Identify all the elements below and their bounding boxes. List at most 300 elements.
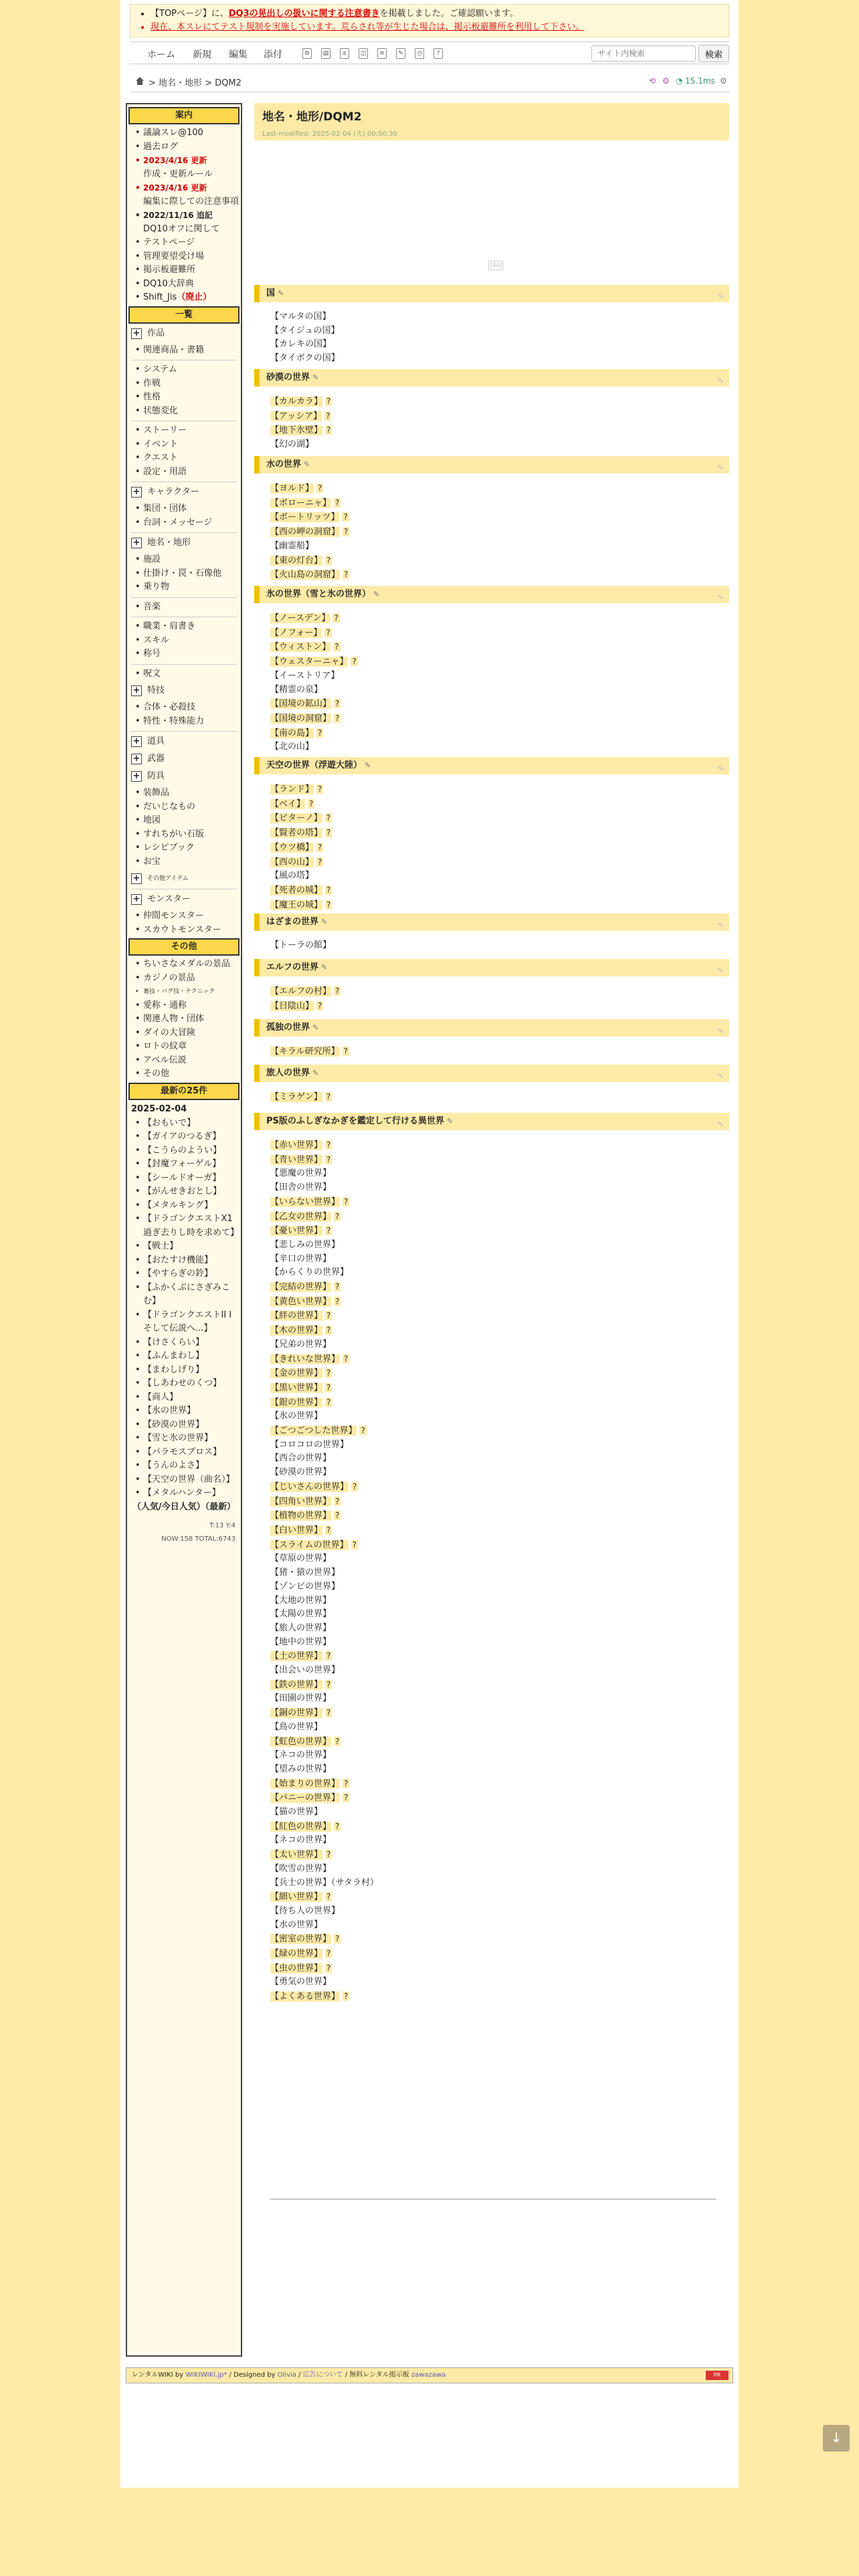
fold-other-item[interactable] [128,871,240,886]
sidebar-link[interactable]: • 愛称・通称 [128,999,240,1013]
diff-icon[interactable]: ± [340,48,349,59]
plus-icon[interactable]: + [131,894,142,905]
place-link[interactable]: 【からくりの世界】 [270,1267,349,1278]
place-link[interactable]: 【猪・猿の世界】 [270,1568,341,1578]
place-link[interactable]: 【ゾンビの世界】 [270,1581,341,1592]
recent-item[interactable]: • 【シールドオーガ】 [128,1172,240,1186]
pencil-icon[interactable]: ✎ [446,1117,454,1125]
place-link[interactable]: 【水の世界】 [270,1919,323,1930]
sidebar-link[interactable]: 編集に際しての注意事項 [143,196,240,207]
place-link[interactable]: 【ネコの世界】 [270,1750,332,1761]
edit-section-icon[interactable]: ✎ [717,463,724,472]
rename-icon[interactable]: ✎ [396,48,405,59]
fold-armor[interactable] [128,769,240,784]
menu-attach[interactable]: 添付 [264,49,282,60]
sidebar-link[interactable]: • ストーリー [128,424,240,438]
recent-icon[interactable]: ◷ [415,48,424,59]
sidebar-link[interactable]: • 音楽 [128,601,240,615]
place-link[interactable]: 【北の山】 [270,742,314,752]
place-link[interactable]: 【スライムの世界】 [270,1539,349,1550]
recent-item[interactable]: • 【天空の世界（曲名）】 [128,1473,240,1487]
sidebar-link[interactable]: • 称号 [128,647,240,661]
create-page-icon[interactable]: ? [326,425,331,435]
sidebar-link[interactable]: • 乗り物 [128,580,240,595]
create-page-icon[interactable]: ? [326,1679,331,1689]
place-link[interactable]: 【ネコの世界】 [270,1835,332,1846]
create-page-icon[interactable]: ? [326,1963,331,1973]
recent-item[interactable]: • 【ガイアのつるぎ】 [128,1130,240,1144]
edit-section-icon[interactable]: ✎ [717,292,724,301]
create-page-icon[interactable]: ? [343,512,348,522]
recent-item[interactable]: • 【おもいで】 [128,1117,240,1131]
fold-monster[interactable] [128,892,240,907]
plus-icon[interactable]: + [131,754,142,764]
recent-item[interactable]: • 【ドラゴンクエストX1 過ぎ去りし時を求めて】 [128,1212,240,1240]
place-link[interactable]: 【ピターノ】 [270,813,322,824]
sidebar-link[interactable]: • 職業・肩書き [128,620,240,634]
fold-label[interactable]: 武器 [147,754,165,764]
place-link[interactable]: 【密室の世界】 [270,1934,332,1945]
shift-label[interactable]: Shift_Jis [143,292,177,302]
create-page-icon[interactable]: ? [335,1496,340,1506]
recent-item[interactable]: • 【メタルキング】 [128,1199,240,1213]
create-page-icon[interactable]: ? [326,1154,331,1164]
menu-edit[interactable]: 編集 [229,49,248,60]
place-link[interactable]: 【タイジュの国】 [270,325,340,336]
sidebar-link[interactable]: • アベル伝説 [128,1054,240,1068]
plus-icon[interactable]: + [131,328,142,339]
edit-section-icon[interactable]: ✎ [717,1120,724,1129]
create-page-icon[interactable]: ? [326,1092,331,1101]
create-page-icon[interactable]: ? [326,1892,331,1902]
place-link[interactable]: 【ボローニャ】 [270,498,332,508]
fold-weapon[interactable] [128,752,240,766]
place-link[interactable]: 【幽霊船】 [270,540,314,551]
place-link[interactable]: 【幻の湖】 [270,439,314,450]
recent-item[interactable]: • 【雪と氷の世界】 [128,1432,240,1446]
place-link[interactable]: 【白い世界】 [270,1525,323,1535]
sidebar-link[interactable]: • スカウトモンスター [128,924,240,938]
sidebar-link[interactable]: • 性格 [128,391,240,405]
place-link[interactable]: 【銀の世界】 [270,1397,323,1408]
settings-icon[interactable]: ⚙ [720,76,727,86]
place-link[interactable]: 【待ち人の世界】 [270,1905,341,1916]
list-icon[interactable]: ≡ [377,48,387,59]
place-link[interactable]: 【赤い世界】 [270,1140,323,1150]
sidebar-link[interactable]: • 施設 [128,553,240,567]
create-page-icon[interactable]: ? [318,728,322,738]
create-page-icon[interactable]: ? [326,813,331,823]
place-link[interactable]: 【じいさんの世界】 [270,1481,349,1492]
recent-item[interactable]: • 【メタルハンター】 [128,1487,240,1501]
create-page-icon[interactable]: ? [326,1311,331,1321]
edit-section-icon[interactable]: ✎ [717,966,724,975]
place-link[interactable]: 【望みの世界】 [270,1763,332,1774]
create-page-icon[interactable]: ? [326,1382,331,1392]
sidebar-link[interactable]: • 作戦 [128,377,240,391]
place-link[interactable]: 【緑の世界】 [270,1949,323,1959]
notice-warning-link[interactable]: 現在、本スレにてテスト規制を実施しています。荒らされ等が生じた場合は、掲示板避難所を利用して下さい。 [151,22,585,32]
place-link[interactable]: 【兄弟の世界】 [270,1339,332,1350]
place-link[interactable]: 【カレキの国】 [270,339,332,350]
recent-item[interactable]: • 【こうらのようい】 [128,1144,240,1158]
sidebar-link[interactable]: • 台詞・メッセージ [128,516,240,530]
place-link[interactable]: 【魔王の城】 [270,899,323,910]
place-link[interactable]: 【太い世界】 [270,1850,323,1860]
create-page-icon[interactable]: ? [309,798,314,809]
pencil-icon[interactable]: ✎ [321,918,328,926]
fold-label[interactable]: 地名・地形 [147,538,191,548]
pencil-icon[interactable]: ✎ [278,289,284,298]
edit-section-icon[interactable]: ✎ [717,593,724,602]
place-link[interactable]: 【ウィストン】 [270,642,331,653]
sidebar-link[interactable]: • クエスト [128,451,240,465]
place-link[interactable]: 【ノースデン】 [270,613,330,623]
sidebar-link[interactable]: • 合体・必殺技 [128,701,240,715]
place-link[interactable]: 【エルフの村】 [270,986,332,996]
place-link[interactable]: 【地下氷壁】 [270,425,323,436]
place-link[interactable]: 【マルタの国】 [270,312,331,322]
create-page-icon[interactable]: ? [318,842,322,852]
recent-item[interactable]: • 【戦士】 [128,1240,240,1254]
recent-item[interactable]: • 【けさくらい】 [128,1336,240,1350]
create-page-icon[interactable]: ? [326,1651,331,1661]
fold-label[interactable]: モンスター [147,894,191,904]
place-link[interactable]: 【黒い世界】 [270,1382,323,1393]
pencil-icon[interactable]: ✎ [312,1023,319,1032]
place-link[interactable]: 【賢者の塔】 [270,828,323,839]
recent-item[interactable]: • 【がんせきおとし】 [128,1185,240,1199]
place-link[interactable]: 【カルカラ】 [270,397,323,407]
edit-section-icon[interactable]: ✎ [717,377,724,385]
plus-icon[interactable]: + [131,736,142,747]
recent-item[interactable]: • 【砂漠の世界】 [128,1418,240,1432]
sidebar-link[interactable]: • 特性・特殊能力 [128,715,240,729]
create-page-icon[interactable]: ? [318,1000,322,1010]
place-link[interactable]: 【土の世界】 [270,1651,323,1662]
place-link[interactable]: 【田園の世界】 [270,1693,332,1704]
sidebar-link[interactable]: • DQ10大辞典 [128,278,240,292]
place-link[interactable]: 【イーストリア】 [270,670,340,681]
place-link[interactable]: 【出会いの世界】 [270,1665,341,1676]
recent-item[interactable]: • 【うんのよさ】 [128,1459,240,1473]
create-page-icon[interactable]: ? [326,828,331,838]
pencil-icon[interactable]: ✎ [304,460,310,469]
create-page-icon[interactable]: ? [326,397,331,406]
place-link[interactable]: 【キラル研究所】 [270,1047,340,1057]
sidebar-link[interactable]: • だいじなもの [128,800,240,815]
pencil-icon[interactable]: ✎ [365,761,371,770]
place-link[interactable]: 【日陰山】 [270,1000,314,1011]
plus-icon[interactable]: + [131,538,142,548]
place-link[interactable]: 【兵士の世界】（サタラ村） [270,1877,379,1888]
place-link[interactable]: 【青い世界】 [270,1154,323,1165]
recent-item[interactable]: • 【パラモスブロス】 [128,1446,240,1460]
place-link[interactable]: 【きれいな世界】 [270,1354,341,1364]
place-link[interactable]: 【草原の世界】 [270,1553,332,1564]
plus-icon[interactable]: + [131,873,142,884]
sidebar-link[interactable]: • 仲間モンスター [128,909,240,924]
menu-new[interactable]: 新規 [193,49,211,60]
recent-item[interactable]: • 【ドラゴンクエストII I そして伝説へ...】 [128,1309,240,1336]
place-link[interactable]: 【砂漠の世界】 [270,1467,332,1478]
ad-placeholder[interactable]: [Ad] [488,261,503,270]
sidebar-link[interactable]: • すれちがい石版 [128,828,240,842]
place-link[interactable]: 【始まりの世界】 [270,1778,341,1789]
plus-icon[interactable]: + [131,771,142,782]
place-link[interactable]: 【精霊の泉】 [270,684,323,695]
create-page-icon[interactable]: ? [326,411,330,421]
breadcrumb-path[interactable]: > 地名・地形 > DQM2 [149,78,242,88]
sidebar-link[interactable]: DQ10オフに関して [143,223,220,234]
edit-section-icon[interactable]: ✎ [717,921,724,930]
create-page-icon[interactable]: ? [326,1525,331,1535]
sidebar-link[interactable]: • お宝 [128,855,240,869]
place-link[interactable]: 【地中の世界】 [270,1636,332,1647]
create-page-icon[interactable]: ? [335,1821,340,1831]
fold-label[interactable]: 特技 [147,685,165,695]
create-page-icon[interactable]: ? [344,570,349,580]
edit-section-icon[interactable]: ✎ [717,1072,724,1081]
place-link[interactable]: 【火山島の洞窟】 [270,570,341,580]
fold-place[interactable] [128,536,240,550]
sidebar-link[interactable]: • 装飾品 [128,786,240,800]
place-link[interactable]: 【吹雪の世界】 [270,1863,332,1874]
create-page-icon[interactable]: ? [361,1426,365,1436]
place-link[interactable]: 【木の世界】 [270,1325,323,1336]
place-link[interactable]: 【風の塔】 [270,871,314,881]
create-page-icon[interactable]: ? [318,484,322,493]
place-link[interactable]: 【大地の世界】 [270,1595,332,1606]
fold-label[interactable]: その他アイテム [147,875,189,882]
place-link[interactable]: 【猫の世界】 [270,1807,323,1818]
create-page-icon[interactable]: ? [335,699,340,709]
pencil-icon[interactable]: ✎ [312,1069,319,1077]
recent-item[interactable]: • 【おたすけ機能】 [128,1254,240,1268]
place-link[interactable]: 【鳥の世界】 [270,1721,323,1732]
create-page-icon[interactable]: ? [326,1850,331,1860]
create-page-icon[interactable]: ? [318,784,322,794]
create-page-icon[interactable]: ? [343,1047,348,1056]
create-page-icon[interactable]: ? [326,885,331,895]
recent-item[interactable]: • 【ふんまわし】 [128,1350,240,1364]
create-page-icon[interactable]: ? [344,1778,349,1788]
place-link[interactable]: 【トーラの館】 [270,940,332,950]
place-link[interactable]: 【四角い世界】 [270,1496,332,1507]
sidebar-link[interactable]: • その他 [128,1067,240,1081]
help-icon[interactable]: ? [434,48,443,59]
recent-item[interactable]: • 【やすらぎの鈴】 [128,1267,240,1281]
pencil-icon[interactable]: ✎ [312,373,319,382]
sidebar-link[interactable]: • システム [128,363,240,377]
plus-icon[interactable]: + [131,685,142,696]
edit-section-icon[interactable]: ✎ [717,1027,724,1035]
sidebar-link-shiftjis[interactable] [128,291,240,305]
place-link[interactable]: 【ウェスターニャ】 [270,657,349,667]
create-page-icon[interactable]: ? [335,1511,340,1521]
sidebar-link[interactable]: • 仕掛け・罠・石像他 [128,567,240,581]
sidebar-link[interactable]: • ダイの大冒険 [128,1027,240,1041]
backup-icon[interactable]: ◫ [359,48,368,59]
create-page-icon[interactable]: ? [344,527,349,537]
place-link[interactable]: 【西の山】 [270,857,314,867]
create-page-icon[interactable]: ? [326,1325,331,1335]
place-link[interactable]: 【東の灯台】 [270,555,323,566]
sidebar-link[interactable]: • 管理要望受け場 [128,250,240,264]
copy-icon[interactable]: ⧉ [302,48,312,59]
place-link[interactable]: 【乙女の世界】 [270,1211,332,1222]
place-link[interactable]: 【ボートリッツ】 [270,512,340,523]
search-input[interactable] [591,45,696,62]
place-link[interactable]: 【国境の洞窟】 [270,713,332,724]
create-page-icon[interactable]: ? [326,1708,331,1718]
home-icon[interactable] [135,76,145,86]
place-link[interactable]: 【黄色い世界】 [270,1296,332,1307]
create-page-icon[interactable]: ? [344,1354,349,1364]
create-page-icon[interactable]: ? [352,657,357,667]
place-link[interactable]: 【西合の世界】 [270,1453,332,1464]
fold-label[interactable]: キャラクター [147,487,199,497]
sidebar-link[interactable]: • 関連人物・団体 [128,1012,240,1027]
sidebar-link[interactable]: • 議論スレ@100 [128,126,240,140]
place-link[interactable]: 【いらない世界】 [270,1196,341,1207]
place-link[interactable]: 【細い世界】 [270,1892,323,1903]
sidebar-link[interactable]: • 状態変化 [128,405,240,419]
recent-item[interactable]: • 【商人】 [128,1391,240,1405]
sidebar-link[interactable]: • 地図 [128,814,240,828]
place-link[interactable]: 【悪魔の世界】 [270,1168,332,1179]
place-link[interactable]: 【完結の世界】 [270,1282,332,1293]
create-page-icon[interactable]: ? [344,1196,349,1206]
place-link[interactable]: 【虹色の世界】 [270,1736,332,1747]
recent-item[interactable]: • 【氷の世界】 [128,1404,240,1418]
sidebar-link[interactable]: • 集団・団体 [128,502,240,516]
create-page-icon[interactable]: ? [326,1397,331,1407]
recent-item[interactable]: • 【封魔フォーゲル】 [128,1158,240,1172]
recent-item[interactable]: • 【まわしげり】 [128,1364,240,1378]
place-link[interactable]: 【ランド】 [270,784,314,794]
sidebar-link[interactable]: • 掲示板避難所 [128,263,240,278]
fold-label[interactable]: 道具 [147,736,165,746]
create-page-icon[interactable]: ? [344,1793,349,1803]
place-link[interactable]: 【国境の鉱山】 [270,699,332,710]
place-link[interactable]: 【金の世界】 [270,1368,323,1379]
create-page-icon[interactable]: ? [326,1140,331,1150]
fold-label[interactable]: 防具 [147,771,165,781]
create-page-icon[interactable]: ? [335,642,339,652]
create-page-icon[interactable]: ? [326,1368,331,1378]
place-link[interactable]: 【紅色の世界】 [270,1821,332,1832]
pencil-icon[interactable]: ✎ [373,590,380,599]
place-link[interactable]: 【旅人の世界】 [270,1622,332,1633]
create-page-icon[interactable]: ? [335,1296,340,1306]
create-page-icon[interactable]: ? [326,1949,331,1959]
place-link[interactable]: 【憂い世界】 [270,1226,323,1237]
scroll-to-bottom-button[interactable] [823,2425,850,2452]
place-link[interactable]: 【南の島】 [270,728,314,738]
place-link[interactable]: 【絆の世界】 [270,1311,323,1321]
recent-item[interactable]: • 【しあわせのくつ】 [128,1377,240,1391]
sidebar-link[interactable]: • イベント [128,438,240,452]
place-link[interactable]: 【アッシア】 [270,411,322,421]
place-link[interactable]: 【ヨルド】 [270,484,314,494]
create-page-icon[interactable]: ? [326,627,330,637]
place-link[interactable]: 【死者の城】 [270,885,323,895]
notice-link[interactable] [229,9,380,19]
footer-link-wikiwiki[interactable]: WIKIWIKI.jp* [185,2371,227,2379]
sidebar-link[interactable]: • テストページ [128,236,240,250]
create-page-icon[interactable]: ? [335,1211,340,1221]
create-page-icon[interactable]: ? [326,1226,331,1236]
place-link[interactable]: 【バニーの世界】 [270,1793,341,1804]
share-icon[interactable]: ⟲ [649,76,656,86]
create-page-icon[interactable]: ? [352,1539,357,1549]
create-page-icon[interactable]: ? [334,613,339,623]
sidebar-link[interactable]: 作成・更新ルール [143,169,213,179]
place-link[interactable]: 【ウツ橋】 [270,842,314,853]
place-link[interactable]: 【ノフォー】 [270,627,322,638]
place-link[interactable]: 【ごつごつした世界】 [270,1426,357,1436]
sidebar-link[interactable]: • ロトの紋章 [128,1040,240,1054]
fold-skill[interactable] [128,683,240,698]
footer-link-olivia[interactable]: Olivia [277,2371,296,2379]
fold-work[interactable] [128,326,240,341]
place-link[interactable]: 【コロコロの世界】 [270,1439,349,1450]
place-link[interactable]: 【タイボクの国】 [270,353,340,364]
create-page-icon[interactable]: ? [344,1992,349,2002]
fold-tool[interactable] [128,734,240,749]
create-page-icon[interactable]: ? [353,1481,357,1491]
recent-item[interactable]: • 【ふかくぶにさぎみこむ】 [128,1281,240,1309]
sidebar-link[interactable]: • 裏技・バグ技・テクニック [128,985,240,999]
pencil-icon[interactable]: ✎ [321,963,328,972]
sidebar-link[interactable]: • レシピブック [128,841,240,855]
create-page-icon[interactable]: ? [335,713,340,723]
create-page-icon[interactable]: ? [335,986,340,996]
sidebar-link[interactable]: • 呪文 [128,667,240,681]
sidebar-link[interactable]: • スキル [128,634,240,648]
sidebar-link[interactable]: • 関連商品・書籍 [128,344,240,358]
place-link[interactable]: 【銅の世界】 [270,1708,323,1719]
place-link[interactable]: 【太陽の世界】 [270,1609,332,1620]
create-page-icon[interactable]: ? [335,1736,340,1746]
place-link[interactable]: 【田舎の世界】 [270,1182,332,1193]
edit-section-icon[interactable]: ✎ [717,764,724,773]
place-link[interactable]: 【植物の世界】 [270,1511,332,1521]
place-link[interactable]: 【勇気の世界】 [270,1977,332,1988]
fold-char[interactable] [128,485,240,500]
create-page-icon[interactable]: ? [326,899,331,909]
footer-link-ad[interactable]: 広告について [302,2371,343,2379]
place-link[interactable]: 【辛口の世界】 [270,1253,332,1264]
search-button[interactable]: 検索 [698,45,729,62]
create-page-icon[interactable]: ? [326,555,331,565]
create-page-icon[interactable]: ? [335,1934,340,1944]
recent-popular-link[interactable]: （人気/今日人気）（最新） [132,1501,236,1512]
place-link[interactable]: 【氷の世界】 [270,1411,323,1422]
place-link[interactable]: 【鉄の世界】 [270,1679,323,1690]
place-link[interactable]: 【悲しみの世界】 [270,1239,341,1250]
place-link[interactable]: 【よくある世界】 [270,1992,341,2002]
footer-link-zawazawa[interactable]: zawazawa [411,2371,446,2379]
sidebar-link[interactable]: • 設定・用語 [128,465,240,479]
sidebar-link[interactable]: • 過去ログ [128,140,240,154]
plus-icon[interactable]: + [131,487,142,498]
footer-badge[interactable]: PR [706,2371,729,2380]
place-link[interactable]: 【西の岬の洞窟】 [270,527,341,538]
rss-icon[interactable]: ⚙ [662,76,670,86]
notice-link-text[interactable]: DQ3の晃出しの扱いに関する注意書き [228,9,380,19]
